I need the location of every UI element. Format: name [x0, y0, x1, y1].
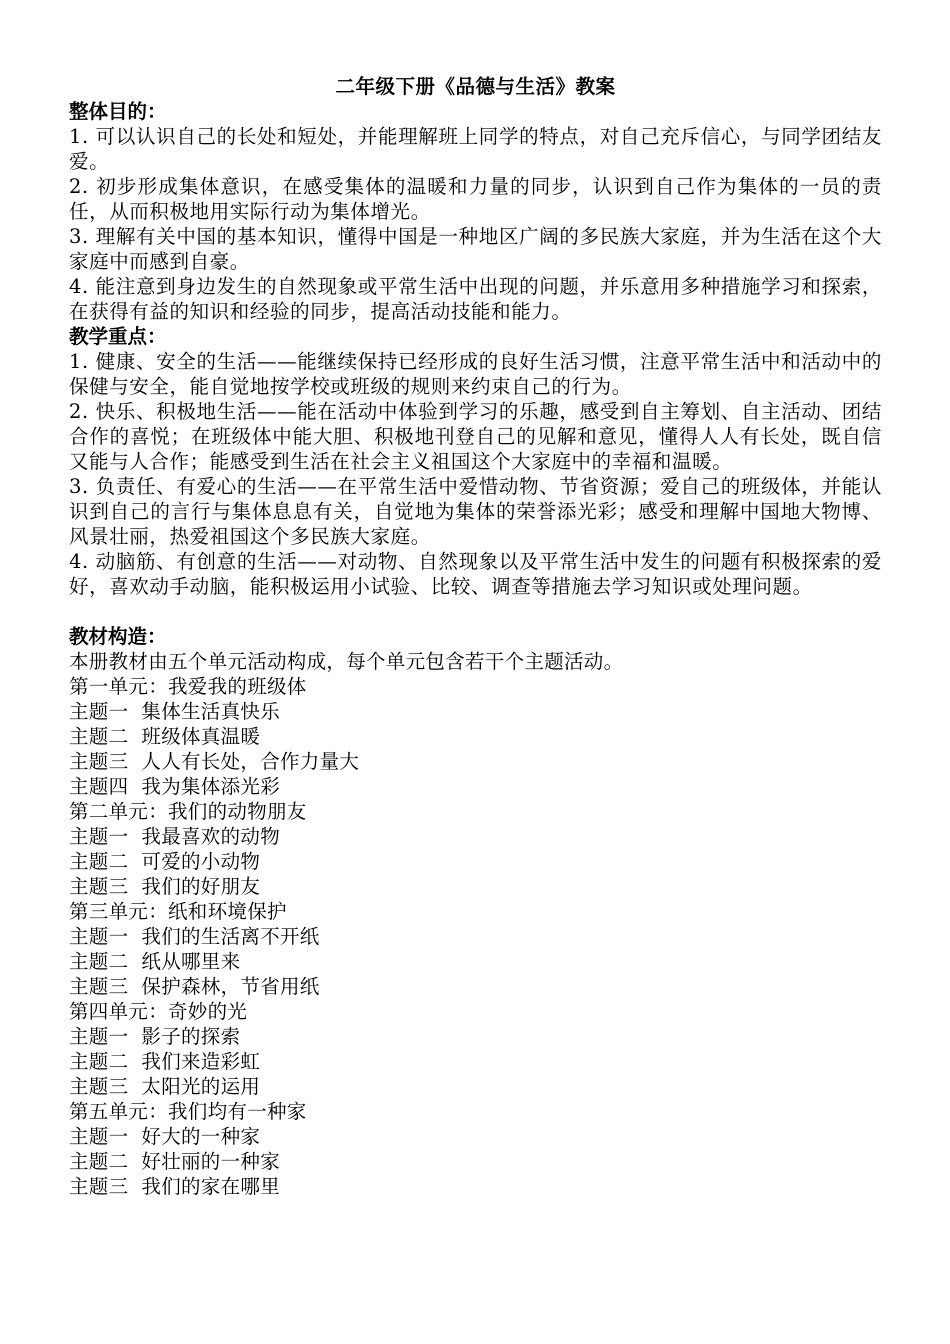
unit-line: 第二单元：我们的动物朋友	[69, 800, 307, 823]
goals-heading: 整体目的：	[69, 100, 167, 123]
unit-line: 主题一 好大的一种家	[69, 1125, 261, 1148]
unit-line: 主题二 班级体真温暖	[69, 725, 261, 748]
goal-item: 3. 理解有关中国的基本知识，懂得中国是一种地区广阔的多民族大家庭，并为生活在这个大家庭中而感到自豪。	[69, 225, 882, 273]
unit-line: 主题三 太阳光的运用	[69, 1075, 261, 1098]
unit-line: 第四单元：奇妙的光	[69, 1000, 248, 1023]
unit-line: 主题二 好壮丽的一种家	[69, 1150, 280, 1173]
structure-heading: 教材构造：	[69, 625, 167, 648]
unit-line: 主题三 保护森林，节省用纸	[69, 975, 320, 998]
unit-line: 主题三 我们的好朋友	[69, 875, 261, 898]
goal-item: 1. 可以认识自己的长处和短处，并能理解班上同学的特点，对自己充斥信心，与同学团结友爱。	[69, 125, 882, 173]
unit-line: 第一单元：我爱我的班级体	[69, 675, 307, 698]
unit-line: 主题一 我们的生活离不开纸	[69, 925, 320, 948]
page-title: 二年级下册《品德与生活》教案	[335, 75, 616, 98]
section-spacer	[69, 599, 882, 624]
unit-line: 第五单元：我们均有一种家	[69, 1100, 307, 1123]
focus-item: 2. 快乐、积极地生活——能在活动中体验到学习的乐趣，感受到自主筹划、自主活动、团结合作的喜悦；在班级体中能大胆、积极地刊登自己的见解和意见，懂得人人有长处，既自信又能与人合作；能感受到生活在社会主义祖国这个大家庭中的幸福和温暖。	[69, 400, 882, 473]
unit-line: 主题三 我们的家在哪里	[69, 1175, 280, 1198]
unit-line: 主题一 我最喜欢的动物	[69, 825, 280, 848]
focus-item: 3. 负责任、有爱心的生活——在平常生活中爱惜动物、节省资源；爱自己的班级体，并能认识到自己的言行与集体息息有关，自觉地为集体的荣誉添光彩；感受和理解中国地大物博、风景壮丽，热爱祖国这个多民族大家庭。	[69, 475, 882, 548]
structure-intro: 本册教材由五个单元活动构成，每个单元包含若干个主题活动。	[69, 650, 624, 673]
goal-item: 2. 初步形成集体意识，在感受集体的温暖和力量的同步，认识到自己作为集体的一员的责任，从而积极地用实际行动为集体增光。	[69, 175, 882, 223]
unit-line: 主题三 人人有长处，合作力量大	[69, 750, 360, 773]
focus-item: 1. 健康、安全的生活——能继续保持已经形成的良好生活习惯，注意平常生活中和活动中的保健与安全，能自觉地按学校或班级的规则来约束自己的行为。	[69, 350, 882, 398]
goal-item: 4. 能注意到身边发生的自然现象或平常生活中出现的问题，并乐意用多种措施学习和探索，在获得有益的知识和经验的同步，提高活动技能和能力。	[69, 275, 882, 323]
unit-line: 主题二 我们来造彩虹	[69, 1050, 261, 1073]
unit-line: 主题二 可爱的小动物	[69, 850, 261, 873]
unit-line: 主题二 纸从哪里来	[69, 950, 241, 973]
unit-line: 主题四 我为集体添光彩	[69, 775, 280, 798]
focus-heading: 教学重点：	[69, 325, 167, 348]
unit-list	[69, 674, 882, 1199]
unit-line: 第三单元：纸和环境保护	[69, 900, 287, 923]
unit-line: 主题一 集体生活真快乐	[69, 700, 280, 723]
unit-line: 主题一 影子的探索	[69, 1025, 241, 1048]
focus-item: 4. 动脑筋、有创意的生活——对动物、自然现象以及平常生活中发生的问题有积极探索的爱好，喜欢动手动脑，能积极运用小试验、比较、调查等措施去学习知识或处理问题。	[69, 550, 882, 598]
